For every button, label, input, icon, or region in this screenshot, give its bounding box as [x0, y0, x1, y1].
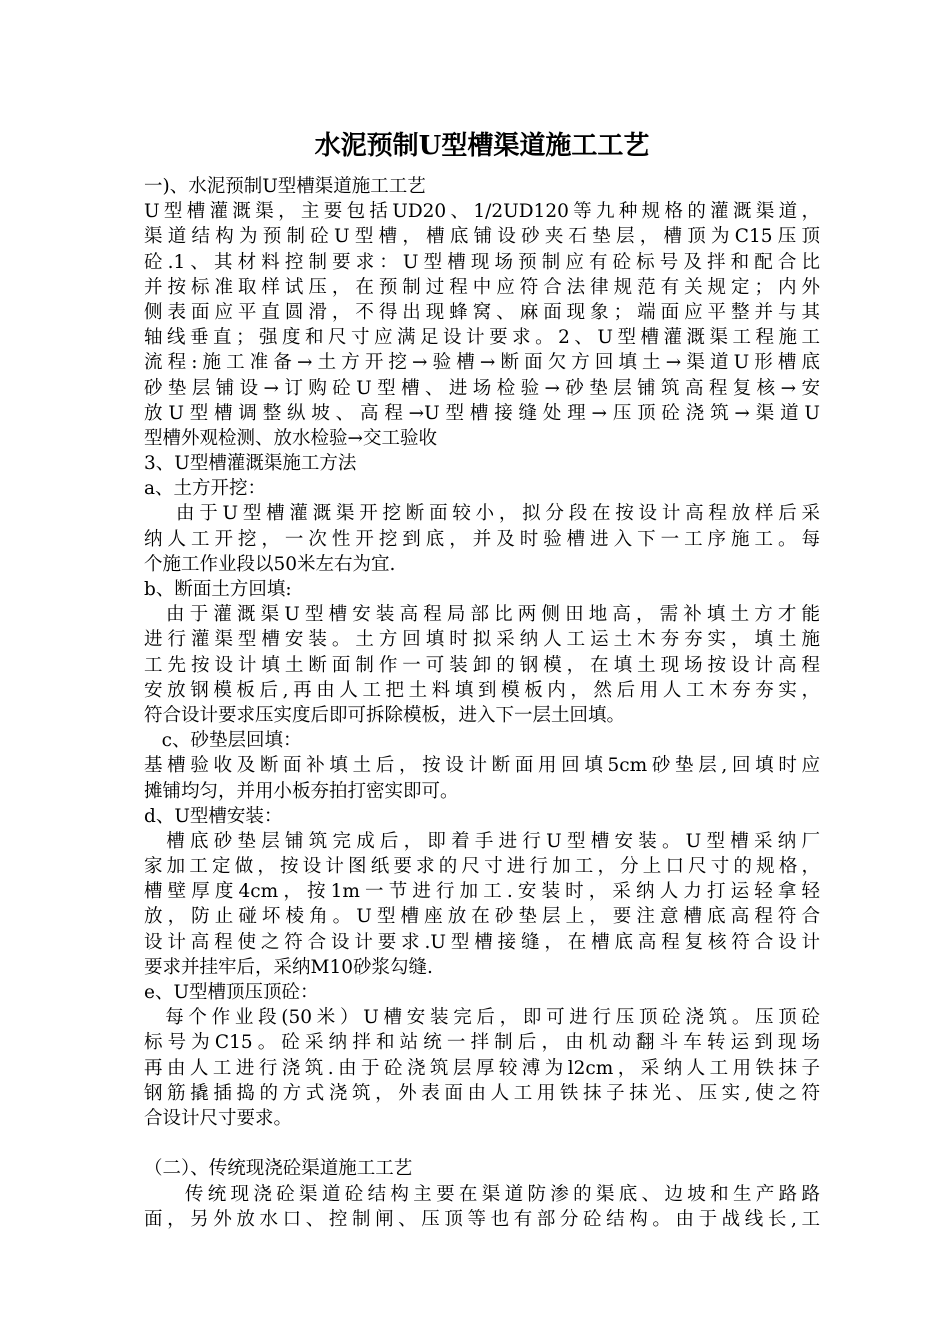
- paragraph-line: 由于灌溉渠U型槽安装高程局部比两侧田地高，需补填土方才能: [144, 604, 820, 626]
- paragraph-line: 3、U型槽灌溉渠施工方法: [144, 453, 357, 475]
- paragraph-line: 工先按设计填土断面制作一可装卸的钢模，在填土现场按设计高程: [144, 654, 820, 676]
- paragraph-line: 再由人工进行浇筑.由于砼浇筑层厚较溥为l2cm，采纳人工用铁抹子: [144, 1057, 820, 1079]
- paragraph-line: 流程:施工准备→土方开挖→验槽→断面欠方回填土→渠道U形槽底: [144, 352, 820, 374]
- document-page: [144, 128, 820, 1232]
- paragraph-line: 槽底砂垫层铺筑完成后，即着手进行U型槽安装。U型槽采纳厂: [144, 830, 820, 852]
- paragraph-line: a、土方开挖：: [144, 478, 267, 500]
- paragraph-line: 个施工作业段以50米左右为宜.: [144, 553, 396, 575]
- paragraph-line: 传统现浇砼渠道砼结构主要在渠道防渗的渠底、边坡和生产路路: [144, 1183, 820, 1205]
- paragraph-line: 放，防止碰坏棱角。U型槽座放在砂垫层上，要注意槽底高程符合: [144, 906, 820, 928]
- paragraph-line: 由于U型槽灌溉渠开挖断面较小，拟分段在按设计高程放样后采: [144, 503, 820, 525]
- paragraph-line: 符合设计要求压实度后即可拆除模板，进入下一层土回填。: [144, 704, 626, 726]
- paragraph-line: 放U型槽调整纵坡、高程→U型槽接缝处理→压顶砼浇筑→渠道U: [144, 402, 820, 424]
- paragraph-line: 侧表面应平直圆滑，不得出现蜂窝、麻面现象；端面应平整并与其: [144, 301, 820, 323]
- paragraph-line: 基槽验收及断面补填土后，按设计断面用回填5cm砂垫层,回填时应: [144, 755, 820, 777]
- paragraph-line: 设计高程使之符合设计要求.U型槽接缝，在槽底高程复核符合设计: [144, 931, 820, 953]
- paragraph-line: 摊铺均匀，并用小板夯拍打密实即可。: [144, 780, 459, 802]
- paragraph-line: U型槽灌溉渠，主要包括UD20、1/2UD120等九种规格的灌溉渠道，: [144, 201, 820, 223]
- paragraph-line: d、U型槽安装：: [144, 805, 283, 827]
- paragraph-line: c、砂垫层回填：: [144, 730, 302, 752]
- paragraph-line: 轴线垂直；强度和尺寸应满足设计要求。2、U型槽灌溉渠工程施工: [144, 327, 820, 349]
- paragraph-line: 合设计尺寸要求。: [144, 1107, 293, 1129]
- paragraph-line: 渠道结构为预制砼U型槽，槽底铺设砂夹石垫层，槽顶为C15压顶: [144, 226, 820, 248]
- blank-line: [144, 1131, 820, 1156]
- document-body: [144, 174, 820, 1232]
- paragraph-line: 并按标准取样试压，在预制过程中应符合法律规范有关规定；内外: [144, 276, 820, 298]
- paragraph-line: 砂垫层铺设→订购砼U型槽、进场检验→砂垫层铺筑高程复核→安: [144, 377, 820, 399]
- document-title: 水泥预制U型槽渠道施工工艺: [314, 131, 650, 161]
- paragraph-line: 型槽外观检测、放水检验→交工验收: [144, 427, 438, 449]
- paragraph-line: 进行灌渠型槽安装。土方回填时拟采纳人工运土木夯夯实，填土施: [144, 629, 820, 651]
- paragraph-line: 安放钢模板后,再由人工把土料填到模板内，然后用人工木夯夯实，: [144, 679, 820, 701]
- paragraph-line: 家加工定做，按设计图纸要求的尺寸进行加工，分上口尺寸的规格，: [144, 856, 820, 878]
- paragraph-line: 每个作业段(50米）U槽安装完后，即可进行压顶砼浇筑。压顶砼: [144, 1007, 820, 1029]
- paragraph-line: 要求并挂牢后，采纳M10砂浆勾缝.: [144, 956, 433, 978]
- paragraph-line: 纳人工开挖，一次性开挖到底，并及时验槽进入下一工序施工。每: [144, 528, 820, 550]
- paragraph-line: 面，另外放水口、控制闸、压顶等也有部分砼结构。由于战线长,工: [144, 1208, 820, 1230]
- paragraph-line: 钢筋撬插捣的方式浇筑，外表面由人工用铁抹子抹光、压实,使之符: [144, 1082, 820, 1104]
- paragraph-line: （二）、传统现浇砼渠道施工工艺: [144, 1158, 413, 1180]
- paragraph-line: 砼.1、其材料控制要求：U型槽现场预制应有砼标号及拌和配合比: [144, 251, 820, 273]
- paragraph-line: b、断面土方回填:: [144, 579, 292, 600]
- paragraph-line: 标号为C15。砼采纳拌和站统一拌制后，由机动翻斗车转运到现场: [144, 1032, 820, 1054]
- paragraph-line: 一)、水泥预制U型槽渠道施工工艺: [144, 176, 426, 197]
- paragraph-line: e、U型槽顶压顶砼：: [144, 982, 319, 1003]
- paragraph-line: 槽壁厚度4cm，按1m一节进行加工.安装时，采纳人力打运轻拿轻: [144, 881, 820, 903]
